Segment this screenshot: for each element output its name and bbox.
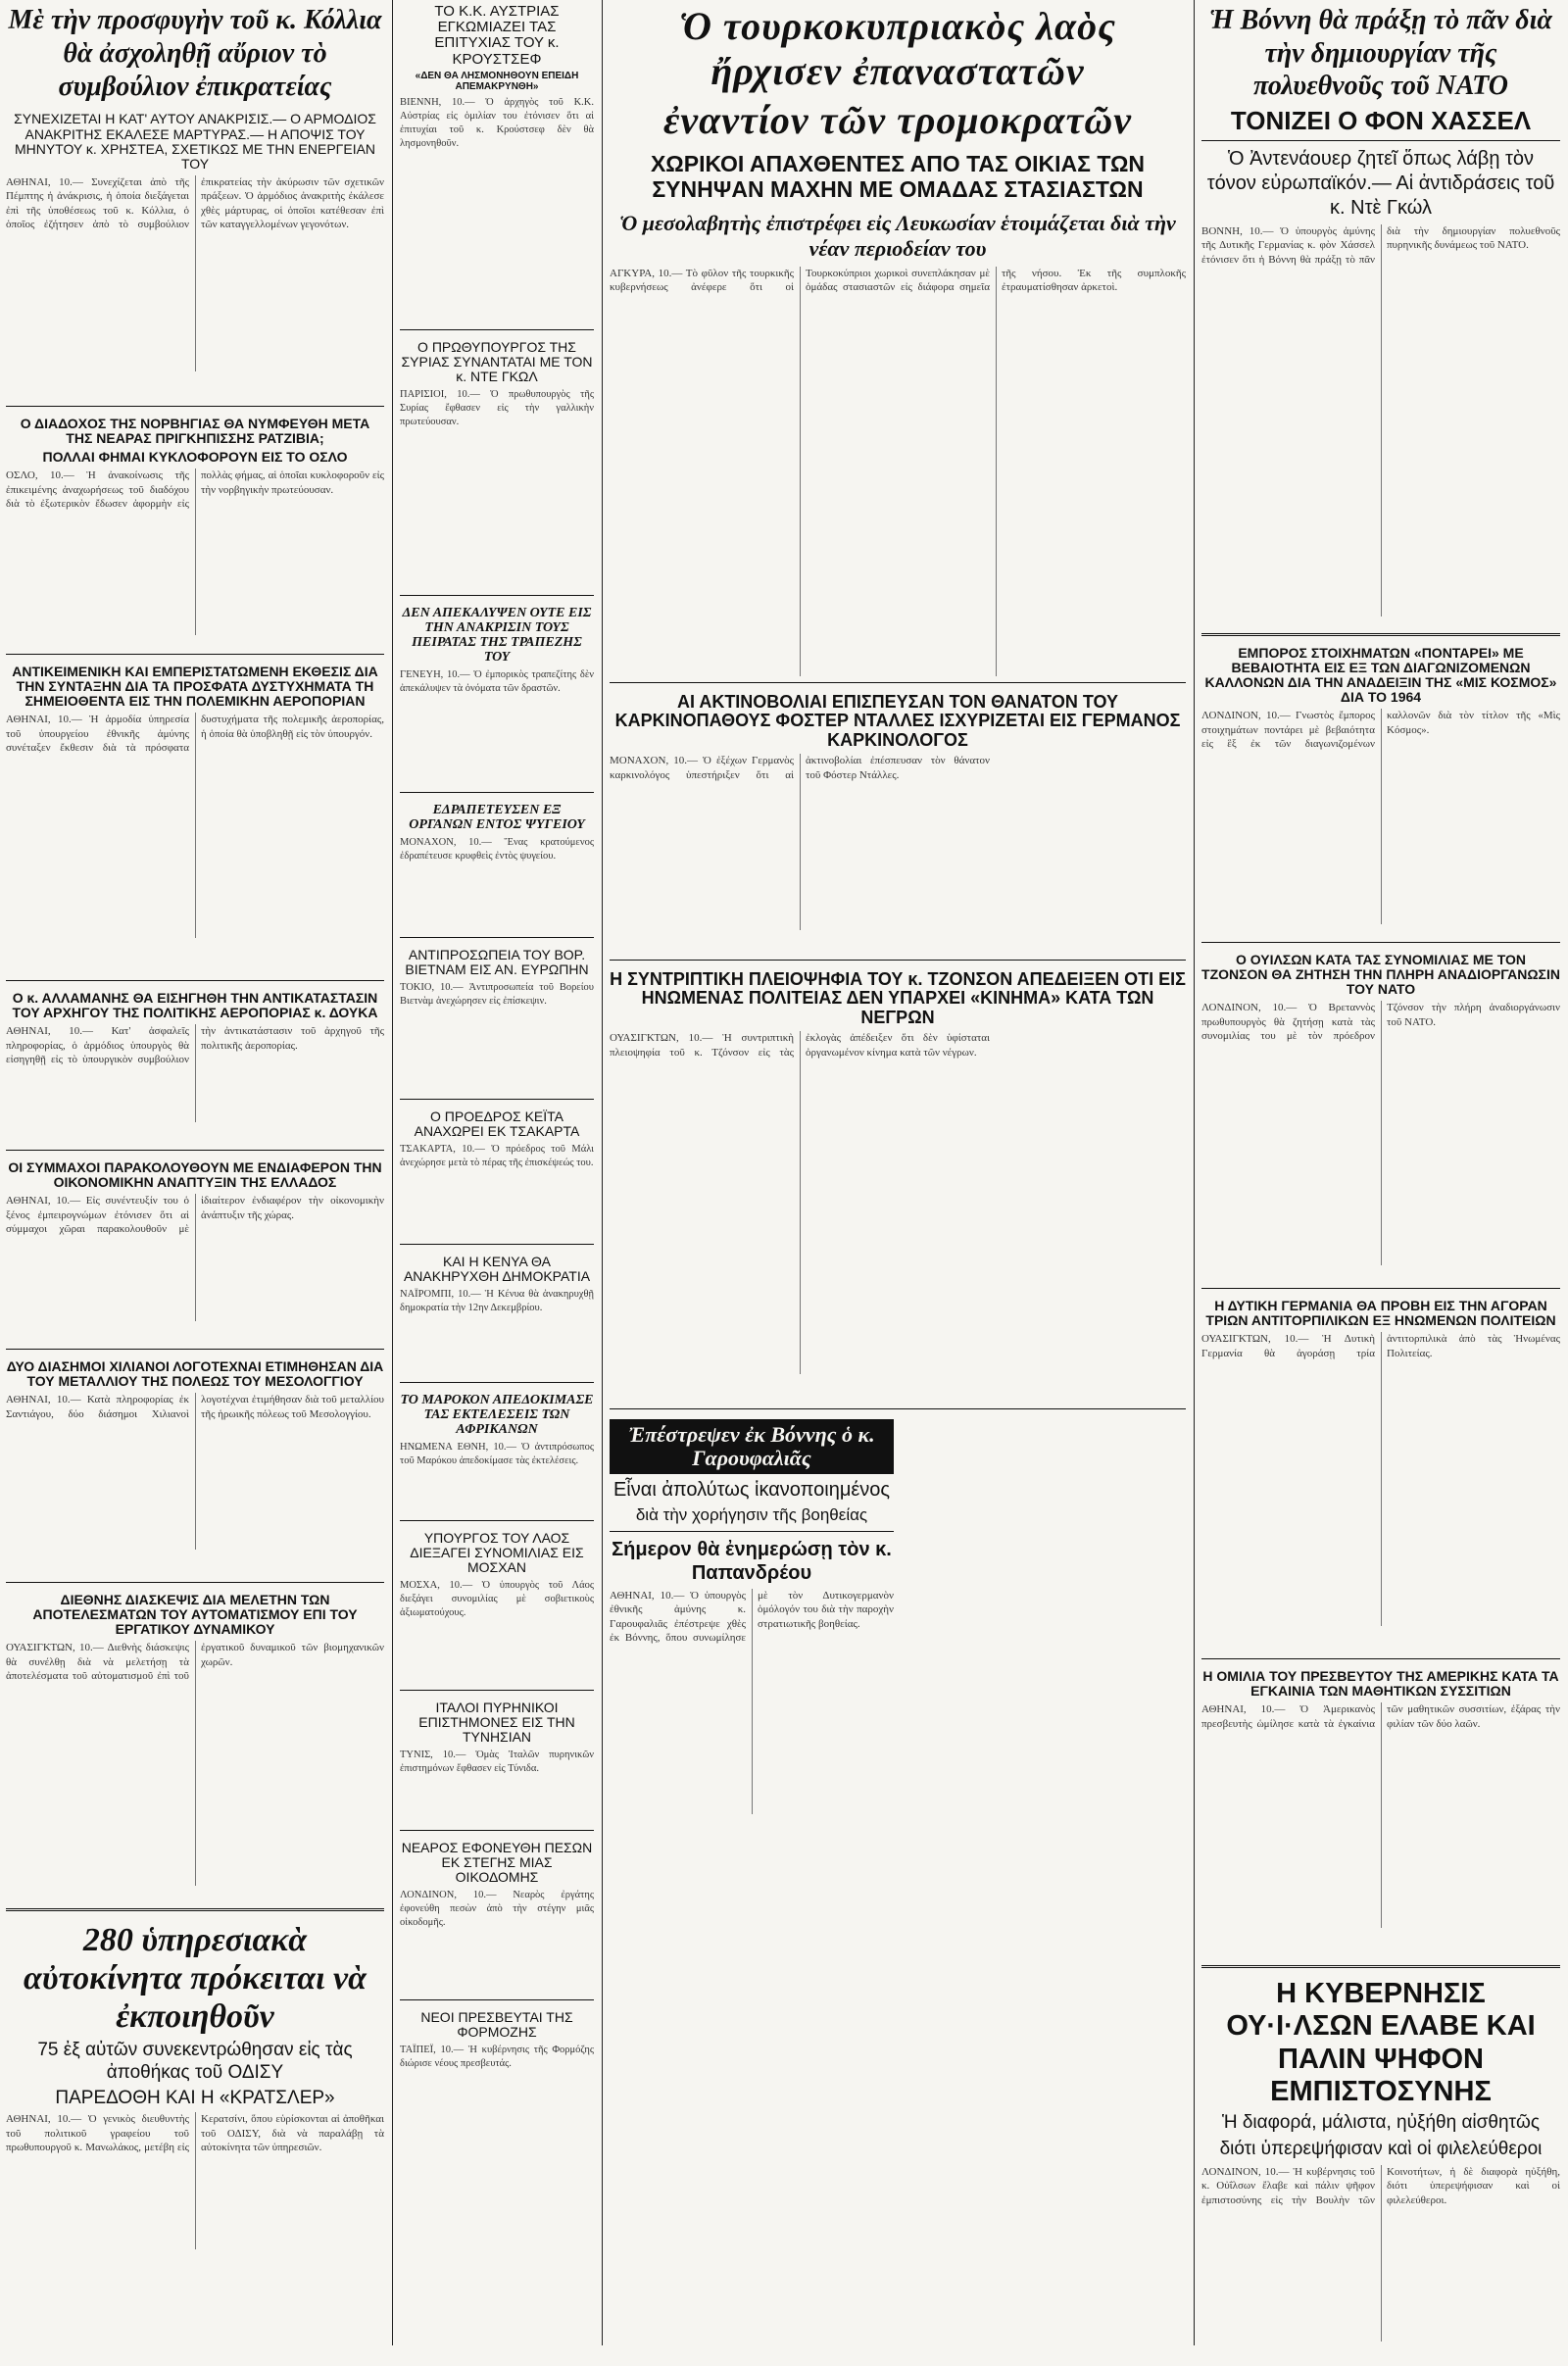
column-3 xyxy=(610,0,1186,2337)
headline: ΤΟ ΜΑΡΟΚΟΝ ΑΠΕΔΟΚΙΜΑΣΕ ΤΑΣ ΕΚΤΕΛΕΣΕΙΣ ΤΩΝ ΑΦΡΙΚΑΝΩΝ xyxy=(400,1393,594,1438)
column-rule xyxy=(1194,0,1195,2345)
article-wilson-nato xyxy=(1201,949,1560,1282)
divider xyxy=(400,595,594,596)
divider xyxy=(6,1582,384,1583)
column-2 xyxy=(400,0,594,2163)
article-writers xyxy=(6,1356,384,1576)
headline: ΧΩΡΙΚΟΙ ΑΠΑΧΘΕΝΤΕΣ ΑΠΟ ΤΑΣ ΟΙΚΙΑΣ ΤΩΝ ΣΥΝΗΨΑΝ ΜΑΧΗΝ ΜΕ ΟΜΑΔΑΣ ΣΤΑΣΙΑΣΤΩΝ xyxy=(650,151,1146,203)
divider xyxy=(610,1408,1186,1409)
article-cancer xyxy=(610,689,1186,954)
article-body: ΟΥΑΣΙΓΚΤΩΝ, 10.— Διεθνὴς διάσκεψις θὰ συνέλθῃ διὰ νὰ μελετήσῃ τὰ ἀποτελέσματα τοῦ αὐτοματισμοῦ ἐπὶ τοῦ ἐργατικοῦ δυναμικοῦ τῶν βιομηχανικῶν χωρῶν. xyxy=(6,1642,384,1683)
column-rule xyxy=(602,0,603,2345)
subtitle: Ὁ Ἀντενάουερ ζητεῖ ὅπως λάβῃ τὸν τόνον εὐρωπαϊκόν.— Αἱ ἀντιδράσεις τοῦ κ. Ντὲ Γκώλ xyxy=(1206,147,1555,219)
headline: Η ΣΥΝΤΡΙΠΤΙΚΗ ΠΛΕΙΟΨΗΦΙΑ ΤΟΥ κ. ΤΖΟΝΣΟΝ ΑΠΕΔΕΙΞΕΝ ΟΤΙ ΕΙΣ ΗΝΩΜΕΝΑΣ ΠΟΛΙΤΕΙΑΣ ΔΕΝ ΥΠΑΡΧΕΙ «ΚΙΝΗΜΑ» ΚΑΤΑ ΤΩΝ ΝΕΓΡΩΝ xyxy=(610,969,1186,1027)
article-kollias xyxy=(6,0,384,400)
article-exhibition xyxy=(6,661,384,974)
article-johnson xyxy=(610,966,1186,1403)
article-body: ΟΥΑΣΙΓΚΤΩΝ, 10.— Ἡ Δυτικὴ Γερμανία θὰ ἀγοράσῃ τρία ἀντιτορπιλικὰ ἀπὸ τὰς Ἡνωμένας Πολιτείας. xyxy=(1201,1333,1560,1359)
article-body: ΑΘΗΝΑΙ, 10.— Ὁ Ἀμερικανὸς πρεσβευτὴς ὡμίλησε κατὰ τὰ ἐγκαίνια τῶν μαθητικῶν συσσιτίων, ἐξάρας τὴν φιλίαν τῶν δύο λαῶν. xyxy=(1201,1703,1560,1730)
headline: Ἐπέστρεψεν ἐκ Βόννης ὁ κ. Γαρουφαλιᾶς xyxy=(610,1419,894,1474)
divider xyxy=(6,406,384,407)
divider xyxy=(610,960,1186,961)
article-laos xyxy=(400,1527,594,1684)
article-body: ΛΟΝΔΙΝΟΝ, 10.— Ὁ Βρεταννὸς πρωθυπουργὸς θὰ ζητήσῃ κατὰ τὰς συνομιλίας του μὲ τὸν πρόεδρον Τζόνσον τὴν πλήρη ἀναδιοργάνωσιν τοῦ ΝΑΤΟ. xyxy=(1201,1002,1560,1043)
headline: ΝΕΑΡΟΣ ΕΦΟΝΕΥΘΗ ΠΕΣΩΝ ΕΚ ΣΤΕΓΗΣ ΜΙΑΣ ΟΙΚΟΔΟΜΗΣ xyxy=(401,1840,593,1886)
headline: Ο κ. ΑΛΛΑΜΑΝΗΣ ΘΑ ΕΙΣΗΓΗΘΗ ΤΗΝ ΑΝΤΙΚΑΤΑΣΤΑΣΙΝ ΤΟΥ ΑΡΧΗΓΟΥ ΤΗΣ ΠΟΛΙΤΙΚΗΣ ΑΕΡΟΠΟΡΙΑΣ κ. ΔΟΥΚΑ xyxy=(12,990,378,1021)
subheadline: ΤΟΝΙΖΕΙ Ο ΦΟΝ ΧΑΣΣΕΛ xyxy=(1230,105,1532,135)
divider xyxy=(400,329,594,330)
column-4 xyxy=(1201,0,1560,2366)
headline: ΕΔΡΑΠΕΤΕΥΣΕΝ ΕΞ ΟΡΓΑΝΩΝ ΕΝΤΟΣ ΨΥΓΕΙΟΥ xyxy=(409,803,585,833)
headline: 280 ὑπηρεσιακὰ αὐτοκίνητα πρόκειται νὰ ἐκποιηθοῦν xyxy=(24,1922,367,2036)
divider xyxy=(400,792,594,793)
headline: ΕΜΠΟΡΟΣ ΣΤΟΙΧΗΜΑΤΩΝ «ΠΟΝΤΑΡΕΙ» ΜΕ ΒΕΒΑΙΟΤΗΤΑ ΕΙΣ ΕΞ ΤΩΝ ΔΙΑΓΩΝΙΖΟΜΕΝΩΝ ΚΑΛΛΟΝΩΝ ΔΙΑ ΤΗΝ ΑΝΑΔΕΙΞΙΝ ΤΗΣ «ΜΙΣ ΚΟΣΜΟΣ» ΔΙΑ ΤΟ 1964 xyxy=(1204,645,1557,706)
divider xyxy=(400,937,594,938)
subheadline: διότι ὑπερεψήφισαν καὶ οἱ φιλελεύθεροι xyxy=(1219,2139,1543,2160)
article-body: ΛΟΝΔΙΝΟΝ, 10.— Νεαρὸς ἐργάτης ἐφονεύθη πεσὼν ἀπὸ τὴν στέγην μιᾶς οἰκοδομῆς. xyxy=(400,1890,594,1929)
article-ambassador xyxy=(1201,1665,1560,1959)
article-body: ΟΥΑΣΙΓΚΤΩΝ, 10.— Ἡ συντριπτικὴ πλειοψηφία τοῦ κ. Τζόνσον εἰς τὰς ἐκλογὰς ἀπέδειξεν ὅτι δὲν ὑφίσταται ὀργανωμένον κίνημα κατὰ τῶν νέγρων. xyxy=(610,1032,990,1059)
headline: ΔΙΕΘΝΗΣ ΔΙΑΣΚΕΨΙΣ ΔΙΑ ΜΕΛΕΤΗΝ ΤΩΝ ΑΠΟΤΕΛΕΣΜΑΤΩΝ ΤΟΥ ΑΥΤΟΜΑΤΙΣΜΟΥ ΕΠΙ ΤΟΥ ΕΡΓΑΤΙΚΟΥ ΔΥΝΑΜΙΚΟΥ xyxy=(32,1592,358,1638)
article-body: ΜΟΝΑΧΟΝ, 10.— Ὁ ἐξέχων Γερμανὸς καρκινολόγος ὑπεστήριξεν ὅτι αἱ ἀκτινοβολίαι ἐπέσπευσαν τὸν θάνατον τοῦ Φόστερ Ντάλλες. xyxy=(610,755,990,781)
article-body: ΜΟΝΑΧΟΝ, 10.— Ἕνας κρατούμενος ἐδραπέτευσε κρυφθεὶς ἐντὸς ψυγείου. xyxy=(400,837,594,863)
divider xyxy=(400,1999,594,2000)
article-family xyxy=(400,1837,594,1994)
headline: ΔΕΝ ΑΠΕΚΑΛΥΨΕΝ ΟΥΤΕ ΕΙΣ ΤΗΝ ΑΝΑΚΡΙΣΙΝ ΤΟΥΣ ΠΕΙΡΑΤΑΣ ΤΗΣ ΤΡΑΠΕΖΗΣ ΤΟΥ xyxy=(402,606,592,665)
divider xyxy=(6,1150,384,1151)
subheadline: ΠΟΛΛΑΙ ΦΗΜΑΙ ΚΥΚΛΟΦΟΡΟΥΝ ΕΙΣ ΤΟ ΟΣΛΟ xyxy=(42,449,348,466)
article-automation xyxy=(6,1589,384,1902)
article-body: ΑΘΗΝΑΙ, 10.— Κατ' ἀσφαλεῖς πληροφορίας, ὁ ἁρμόδιος ὑπουργὸς θὰ εἰσηγηθῇ εἰς τὸ ὑπουργικὸν συμβούλιον τὴν ἀντικατάστασιν τοῦ ἀρχηγοῦ τῆς πολιτικῆς ἀεροπορίας. xyxy=(6,1025,384,1066)
divider xyxy=(400,1382,594,1383)
article-turkish-cypriots xyxy=(610,0,1186,676)
headline: Η ΔΥΤΙΚΗ ΓΕΡΜΑΝΙΑ ΘΑ ΠΡΟΒΗ ΕΙΣ ΤΗΝ ΑΓΟΡΑΝ ΤΡΙΩΝ ΑΝΤΙΤΟΡΠΙΛΙΚΩΝ ΕΞ ΗΝΩΜΕΝΩΝ ΠΟΛΙΤΕΙΩΝ xyxy=(1205,1298,1556,1329)
headline: Μὲ τὴν προσφυγὴν τοῦ κ. Κόλλια θὰ ἀσχοληθῇ αὔριον τὸ συμβούλιον ἐπικρατείας xyxy=(8,5,382,103)
article-body: ΑΘΗΝΑΙ, 10.— Ὁ γενικὸς διευθυντὴς τοῦ πολιτικοῦ γραφείου τοῦ πρωθυπουργοῦ κ. Μανωλάκος, μετέβη εἰς Κερατσίνι, ὅπου εὑρίσκονται αἱ ἀποθῆκαι τοῦ ΟΔΙΣΥ, διὰ νὰ παραλάβῃ τὰ αὐτοκίνητα τῶν ὑπηρεσιῶν. xyxy=(6,2113,384,2154)
article-body: ΛΟΝΔΙΝΟΝ, 10.— Γνωστὸς ἔμπορος στοιχημάτων ποντάρει μὲ βεβαιότητα εἰς ἓξ ἐκ τῶν διαγωνιζομένων καλλονῶν διὰ τὸν τίτλον τῆς «Μὶς Κόσμος». xyxy=(1201,710,1560,751)
headline: ΑΝΤΙΚΕΙΜΕΝΙΚΗ ΚΑΙ ΕΜΠΕΡΙΣΤΑΤΩΜΕΝΗ ΕΚΘΕΣΙΣ ΔΙΑ ΤΗΝ ΣΥΝΤΑΞΗΝ ΔΙΑ ΤΑ ΠΡΟΣΦΑΤΑ ΔΥΣΤΥΧΗΜΑΤΑ ΤΗ ΣΗΜΕΙΟΘΕΝΤΑ ΕΙΣ ΤΗΝ ΠΟΛΕΜΙΚΗΝ ΑΕΡΟΠΟΡΙΑΝ xyxy=(12,664,378,710)
article-chad xyxy=(400,1106,594,1238)
divider xyxy=(610,1531,894,1532)
divider xyxy=(1201,1965,1560,1968)
divider xyxy=(6,654,384,655)
article-body: ΗΝΩΜΕΝΑ ΕΘΝΗ, 10.— Ὁ ἀντιπρόσωπος τοῦ Μαρόκου ἀπεδοκίμασε τὰς ἐκτελέσεις. xyxy=(400,1442,594,1467)
article-morocco xyxy=(400,1389,594,1514)
column-1 xyxy=(6,0,384,2290)
subheadline: Σήμερον θὰ ἐνημερώσῃ τὸν κ. Παπανδρέου xyxy=(612,1538,892,1584)
article-body: ΤΑΪΠΕΪ, 10.— Ἡ κυβέρνησις τῆς Φορμόζης διώρισε νέους πρεσβευτάς. xyxy=(400,2045,594,2070)
divider xyxy=(400,1520,594,1521)
article-cars xyxy=(6,1917,384,2290)
article-formosa xyxy=(400,2006,594,2163)
headline: ΝΕΟΙ ΠΡΕΣΒΕΥΤΑΙ ΤΗΣ ΦΟΡΜΟΖΗΣ xyxy=(420,2009,573,2041)
article-body: ΑΘΗΝΑΙ, 10.— Ἡ ἁρμοδία ὑπηρεσία τοῦ ὑπουργείου ἐθνικῆς ἀμύνης συνέταξεν ἔκθεσιν διὰ τὰ πρόσφατα δυστυχήματα τῆς πολεμικῆς ἀεροπορίας, ἡ ὁποία θὰ ὑποβληθῇ εἰς τὸν ὑπουργόν. xyxy=(6,714,384,755)
article-confidence-vote xyxy=(1201,1974,1560,2366)
subheadline: Ὁ μεσολαβητὴς ἐπιστρέφει εἰς Λευκωσίαν ἑτοιμάζεται διὰ τὴν νέαν περιοδείαν του xyxy=(619,210,1176,262)
divider xyxy=(610,682,1186,683)
subheadline: ΣΥΝΕΧΙΖΕΤΑΙ Η ΚΑΤ' ΑΥΤΟΥ ΑΝΑΚΡΙΣΙΣ.— Ο ΑΡΜΟΔΙΟΣ ΑΝΑΚΡΙΤΗΣ ΕΚΑΛΕΣΕ ΜΑΡΤΥΡΑΣ.— Η ΑΠΟΨΙΣ ΤΟΥ ΜΗΝΥΤΟΥ κ. ΧΡΗΣΤΕΑ, ΣΧΕΤΙΚΩΣ ΜΕ ΤΗΝ ΕΝΕΡΓΕΙΑΝ ΤΟΥ xyxy=(14,111,376,172)
article-norway xyxy=(6,413,384,648)
article-scientists xyxy=(400,1697,594,1824)
subheadline: «ΔΕΝ ΘΑ ΛΗΣΜΟΝΗΘΟΥΝ ΕΠΕΙΔΗ ΑΠΕΜΑΚΡΥΝΘΗ» xyxy=(415,70,579,92)
article-body: ΤΟΚΙΟ, 10.— Ἀντιπροσωπεία τοῦ Βορείου Βιετνὰμ ἀνεχώρησεν εἰς ἐπίσκεψιν. xyxy=(400,982,594,1008)
headline: ΤΟ Κ.Κ. ΑΥΣΤΡΙΑΣ ΕΓΚΩΜΙΑΖΕΙ ΤΑΣ ΕΠΙΤΥΧΙΑΣ ΤΟΥ κ. ΚΡΟΥΣΤΣΕΦ xyxy=(434,3,560,68)
headline: ΙΤΑΛΟΙ ΠΥΡΗΝΙΚΟΙ ΕΠΙΣΤΗΜΟΝΕΣ ΕΙΣ ΤΗΝ ΤΥΝΗΣΙΑΝ xyxy=(418,1700,575,1746)
divider xyxy=(1201,633,1560,636)
article-miss-world xyxy=(1201,642,1560,936)
article-allies xyxy=(6,1157,384,1343)
article-body: ΑΘΗΝΑΙ, 10.— Εἰς συνέντευξίν του ὁ ξένος ἐμπειρογνώμων ἐτόνισεν ὅτι αἱ σύμμαχοι χῶραι παρακολουθοῦν μὲ ἰδιαίτερον ἐνδιαφέρον τὴν οἰκονομικὴν ἀνάπτυξιν τῆς χώρας. xyxy=(6,1195,384,1236)
headline: Ἡ Βόννη θὰ πράξῃ τὸ πᾶν διὰ τὴν δημιουργίαν τῆς πολυεθνοῦς τοῦ ΝΑΤΟ xyxy=(1209,5,1552,102)
article-body: ΜΟΣΧΑ, 10.— Ὁ ὑπουργὸς τοῦ Λάος διεξάγει συνομιλίας μὲ σοβιετικοὺς ἀξιωματούχους. xyxy=(400,1580,594,1619)
headline: ΔΥΟ ΔΙΑΣΗΜΟΙ ΧΙΛΙΑΝΟΙ ΛΟΓΟΤΕΧΝΑΙ ΕΤΙΜΗΘΗΣΑΝ ΔΙΑ ΤΟΥ ΜΕΤΑΛΛΙΟΥ ΤΗΣ ΠΟΛΕΩΣ ΤΟΥ ΜΕΣΟΛΟΓΓΙΟΥ xyxy=(6,1358,384,1390)
article-body: ΑΘΗΝΑΙ, 10.— Κατὰ πληροφορίας ἐκ Σαντιάγου, δύο διάσημοι Χιλιανοὶ λογοτέχναι ἐτιμήθησαν διὰ τοῦ μεταλλίου τῆς ἡρωικῆς πόλεως τοῦ Μεσολογγίου. xyxy=(6,1394,384,1420)
article-peiratas xyxy=(400,602,594,786)
divider xyxy=(1201,942,1560,943)
subheadline: διὰ τὴν χορήγησιν τῆς βοηθείας xyxy=(635,1504,868,1524)
article-body: ΑΓΚΥΡΑ, 10.— Τὸ φῦλον τῆς τουρκικῆς κυβερνήσεως ἀνέφερε ὅτι οἱ Τουρκοκύπριοι χωρικοὶ συνεπλάκησαν μὲ ὁμάδας στασιαστῶν εἰς διάφορα σημεῖα τῆς νήσου. Ἐκ τῆς συμπλοκῆς ἐτραυματίσθησαν ἀρκετοὶ. xyxy=(610,267,1186,294)
divider xyxy=(6,1349,384,1350)
divider xyxy=(6,1908,384,1911)
article-body: ΑΘΗΝΑΙ, 10.— Ὁ ὑπουργὸς ἐθνικῆς ἀμύνης κ. Γαρουφαλιᾶς ἐπέστρεψε χθὲς ἐκ Βόννης, ὅπου συνωμίλησε μὲ τὸν Δυτικογερμανὸν ὁμόλογόν του διὰ τὴν παροχὴν στρατιωτικῆς βοηθείας. xyxy=(610,1589,894,1645)
divider xyxy=(1201,1658,1560,1659)
divider xyxy=(1201,1288,1560,1289)
divider xyxy=(6,980,384,981)
article-kenya xyxy=(400,1251,594,1376)
article-body: ΠΑΡΙΣΙΟΙ, 10.— Ὁ πρωθυπουργὸς τῆς Συρίας ἔφθασεν εἰς τὴν γαλλικὴν πρωτεύουσαν. xyxy=(400,389,594,428)
headline: Η ΚΥΒΕΡΝΗΣΙΣ ΟΥ·Ι·ΛΣΩΝ ΕΛΑΒΕ ΚΑΙ ΠΑΛΙΝ ΨΗΦΟΝ ΕΜΠΙΣΤΟΣΥΝΗΣ xyxy=(1226,1978,1536,2108)
divider xyxy=(400,1830,594,1831)
subheadline: 75 ἐξ αὐτῶν συνεκεντρώθησαν εἰς τὰς ἀποθήκας τοῦ ΟΔΙΣΥ xyxy=(37,2040,353,2084)
headline: ΚΑΙ Η ΚΕΝΥΑ ΘΑ ΑΝΑΚΗΡΥΧΘΗ ΔΗΜΟΚΡΑΤΙΑ xyxy=(403,1254,591,1285)
headline: Ο ΠΡΩΘΥΠΟΥΡΓΟΣ ΤΗΣ ΣΥΡΙΑΣ ΣΥΝΑΝΤΑΤΑΙ ΜΕ ΤΟΝ κ. ΝΤΕ ΓΚΩΛ xyxy=(401,339,593,385)
divider xyxy=(400,1690,594,1691)
subheadline: ΠΑΡΕΔΟΘΗ ΚΑΙ Η «ΚΡΑΤΣΛΕΡ» xyxy=(55,2087,335,2108)
headline: ΥΠΟΥΡΓΟΣ ΤΟΥ ΛΑΟΣ ΔΙΕΞΑΓΕΙ ΣΥΝΟΜΙΛΙΑΣ ΕΙΣ ΜΟΣΧΑΝ xyxy=(410,1530,584,1576)
headline: ΑΙ ΑΚΤΙΝΟΒΟΛΙΑΙ ΕΠΙΣΠΕΥΣΑΝ ΤΟΝ ΘΑΝΑΤΟΝ ΤΟΥ ΚΑΡΚΙΝΟΠΑΘΟΥΣ ΦΟΣΤΕΡ ΝΤΑΛΛΕΣ ΙΣΧΥΡΙΖΕΤΑΙ ΕΙΣ ΓΕΡΜΑΝΟΣ ΚΑΡΚΙΝΟΛΟΓΟΣ xyxy=(614,692,1181,750)
column-rule xyxy=(392,0,393,2345)
article-body: ΓΕΝΕΥΗ, 10.— Ὁ ἐμπορικὸς τραπεζίτης δὲν ἀπεκάλυψεν τὰ ὀνόματα τῶν δραστῶν. xyxy=(400,669,594,695)
banner-headline: ἐναντίον τῶν τρομοκρατῶν xyxy=(662,98,1133,142)
article-syria xyxy=(400,336,594,589)
divider xyxy=(400,1099,594,1100)
article-doukas xyxy=(6,987,384,1144)
article-body: ΒΟΝΝΗ, 10.— Ὁ ὑπουργὸς ἀμύνης τῆς Δυτικῆς Γερμανίας κ. φὸν Χάσσελ ἐτόνισεν ὅτι ἡ Βόννη θὰ πράξῃ τὸ πᾶν διὰ τὴν δημιουργίαν πολυεθνοῦς πυρηνικῆς δυνάμεως τοῦ ΝΑΤΟ. xyxy=(1201,224,1560,266)
article-body: ΝΑΪΡΟΜΠΙ, 10.— Ἡ Κένυα θὰ ἀνακηρυχθῇ δημοκρατία τὴν 12ην Δεκεμβρίου. xyxy=(400,1289,594,1314)
subheadline: Εἶναι ἀπολύτως ἱκανοποιημένος xyxy=(612,1478,891,1501)
article-austria xyxy=(400,0,594,323)
article-garoufalias xyxy=(610,1415,894,2337)
headline: ΑΝΤΙΠΡΟΣΩΠΕΙΑ ΤΟΥ ΒΟΡ. ΒΙΕΤΝΑΜ ΕΙΣ ΑΝ. ΕΥΡΩΠΗΝ xyxy=(405,947,589,978)
article-organs xyxy=(400,799,594,931)
article-vietnam xyxy=(400,944,594,1093)
article-body: ΤΥΝΙΣ, 10.— Ὁμὰς Ἰταλῶν πυρηνικῶν ἐπιστημόνων ἔφθασεν εἰς Τύνιδα. xyxy=(400,1750,594,1775)
divider xyxy=(1201,140,1560,141)
article-body: ΛΟΝΔΙΝΟΝ, 10.— Ἡ κυβέρνησις τοῦ κ. Οὐΐλσων ἔλαβε καὶ πάλιν ψῆφον ἐμπιστοσύνης εἰς τὴν Βουλὴν τῶν Κοινοτήτων, ἡ δὲ διαφορὰ ηὐξήθη, διότι ὑπερεψήφισαν καὶ οἱ φιλελεύθεροι. xyxy=(1201,2165,1560,2206)
article-body: ΒΙΕΝΝΗ, 10.— Ὁ ἀρχηγὸς τοῦ Κ.Κ. Αὐστρίας εἰς ὁμιλίαν του ἐτόνισεν ὅτι αἱ ἐπιτυχίαι τοῦ κ. Κρούστσεφ δὲν θὰ λησμονηθοῦν. xyxy=(400,97,594,149)
headline: Ο ΠΡΟΕΔΡΟΣ ΚΕΪΤΑ ΑΝΑΧΩΡΕΙ ΕΚ ΤΣΑΚΑΡΤΑ xyxy=(414,1109,580,1140)
headline: Ο ΟΥΙΛΣΩΝ ΚΑΤΑ ΤΑΣ ΣΥΝΟΜΙΛΙΑΣ ΜΕ ΤΟΝ ΤΖΟΝΣΟΝ ΘΑ ΖΗΤΗΣΗ ΤΗΝ ΠΛΗΡΗ ΑΝΑΔΙΟΡΓΑΝΩΣΙΝ ΤΟΥ ΝΑΤΟ xyxy=(1201,952,1560,998)
article-body: ΑΘΗΝΑΙ, 10.— Συνεχίζεται ἀπὸ τῆς Πέμπτης ἡ ἀνάκρισις, ἡ ὁποία διεξάγεται ἐπὶ τῆς ὑποθέσεως τοῦ κ. Κόλλια, ὁ ὁποῖος ἐζήτησεν ἀπὸ τὸ συμβούλιον ἐπικρατείας τὴν ἀκύρωσιν τῶν σχετικῶν πράξεων. Ὁ ἁρμόδιος ἀνακριτὴς ἐκάλεσε χθὲς μάρτυρας, οἱ ὁποῖοι κατέθεσαν ἐπὶ τῶν καταγγελλομένων γεγονότων. xyxy=(6,175,384,231)
headline: ΟΙ ΣΥΜΜΑΧΟΙ ΠΑΡΑΚΟΛΟΥΘΟΥΝ ΜΕ ΕΝΔΙΑΦΕΡΟΝ ΤΗΝ ΟΙΚΟΝΟΜΙΚΗΝ ΑΝΑΠΤΥΞΙΝ ΤΗΣ ΕΛΛΑΔΟΣ xyxy=(8,1159,382,1191)
banner-headline: Ὁ τουρκοκυπριακὸς λαὸς ἤρχισεν ἐπαναστατῶν xyxy=(679,4,1116,93)
headline: Η ΟΜΙΛΙΑ ΤΟΥ ΠΡΕΣΒΕΥΤΟΥ ΤΗΣ ΑΜΕΡΙΚΗΣ ΚΑΤΑ ΤΑ ΕΓΚΑΙΝΙΑ ΤΩΝ ΜΑΘΗΤΙΚΩΝ ΣΥΣΣΙΤΙΩΝ xyxy=(1202,1668,1559,1700)
article-body: ΤΣΑΚΑΡΤΑ, 10.— Ὁ πρόεδρος τοῦ Μάλι ἀνεχώρησε μετὰ τὸ πέρας τῆς ἐπισκέψεώς του. xyxy=(400,1144,594,1169)
headline: Ο ΔΙΑΔΟΧΟΣ ΤΗΣ ΝΟΡΒΗΓΙΑΣ ΘΑ ΝΥΜΦΕΥΘΗ ΜΕΤΑ ΤΗΣ ΝΕΑΡΑΣ ΠΡΙΓΚΗΠΙΣΣΗΣ ΡΑΤΖΙΒΙΑ; xyxy=(20,416,370,447)
subheadline: Ἡ διαφορά, μάλιστα, ηὐξήθη αἰσθητῶς xyxy=(1221,2112,1541,2134)
article-destroyers xyxy=(1201,1295,1560,1652)
article-bonn xyxy=(1201,0,1560,627)
article-body: ΟΣΛΟ, 10.— Ἡ ἀνακοίνωσις τῆς ἐπικειμένης ἀναχωρήσεως τοῦ διαδόχου διὰ τὸ ἐξωτερικὸν ἔδωσεν ἀφορμὴν εἰς πολλὰς φήμας, αἱ ὁποῖαι κυκλοφοροῦν εἰς τὴν νορβηγικὴν πρωτεύουσαν. xyxy=(6,469,384,511)
divider xyxy=(400,1244,594,1245)
